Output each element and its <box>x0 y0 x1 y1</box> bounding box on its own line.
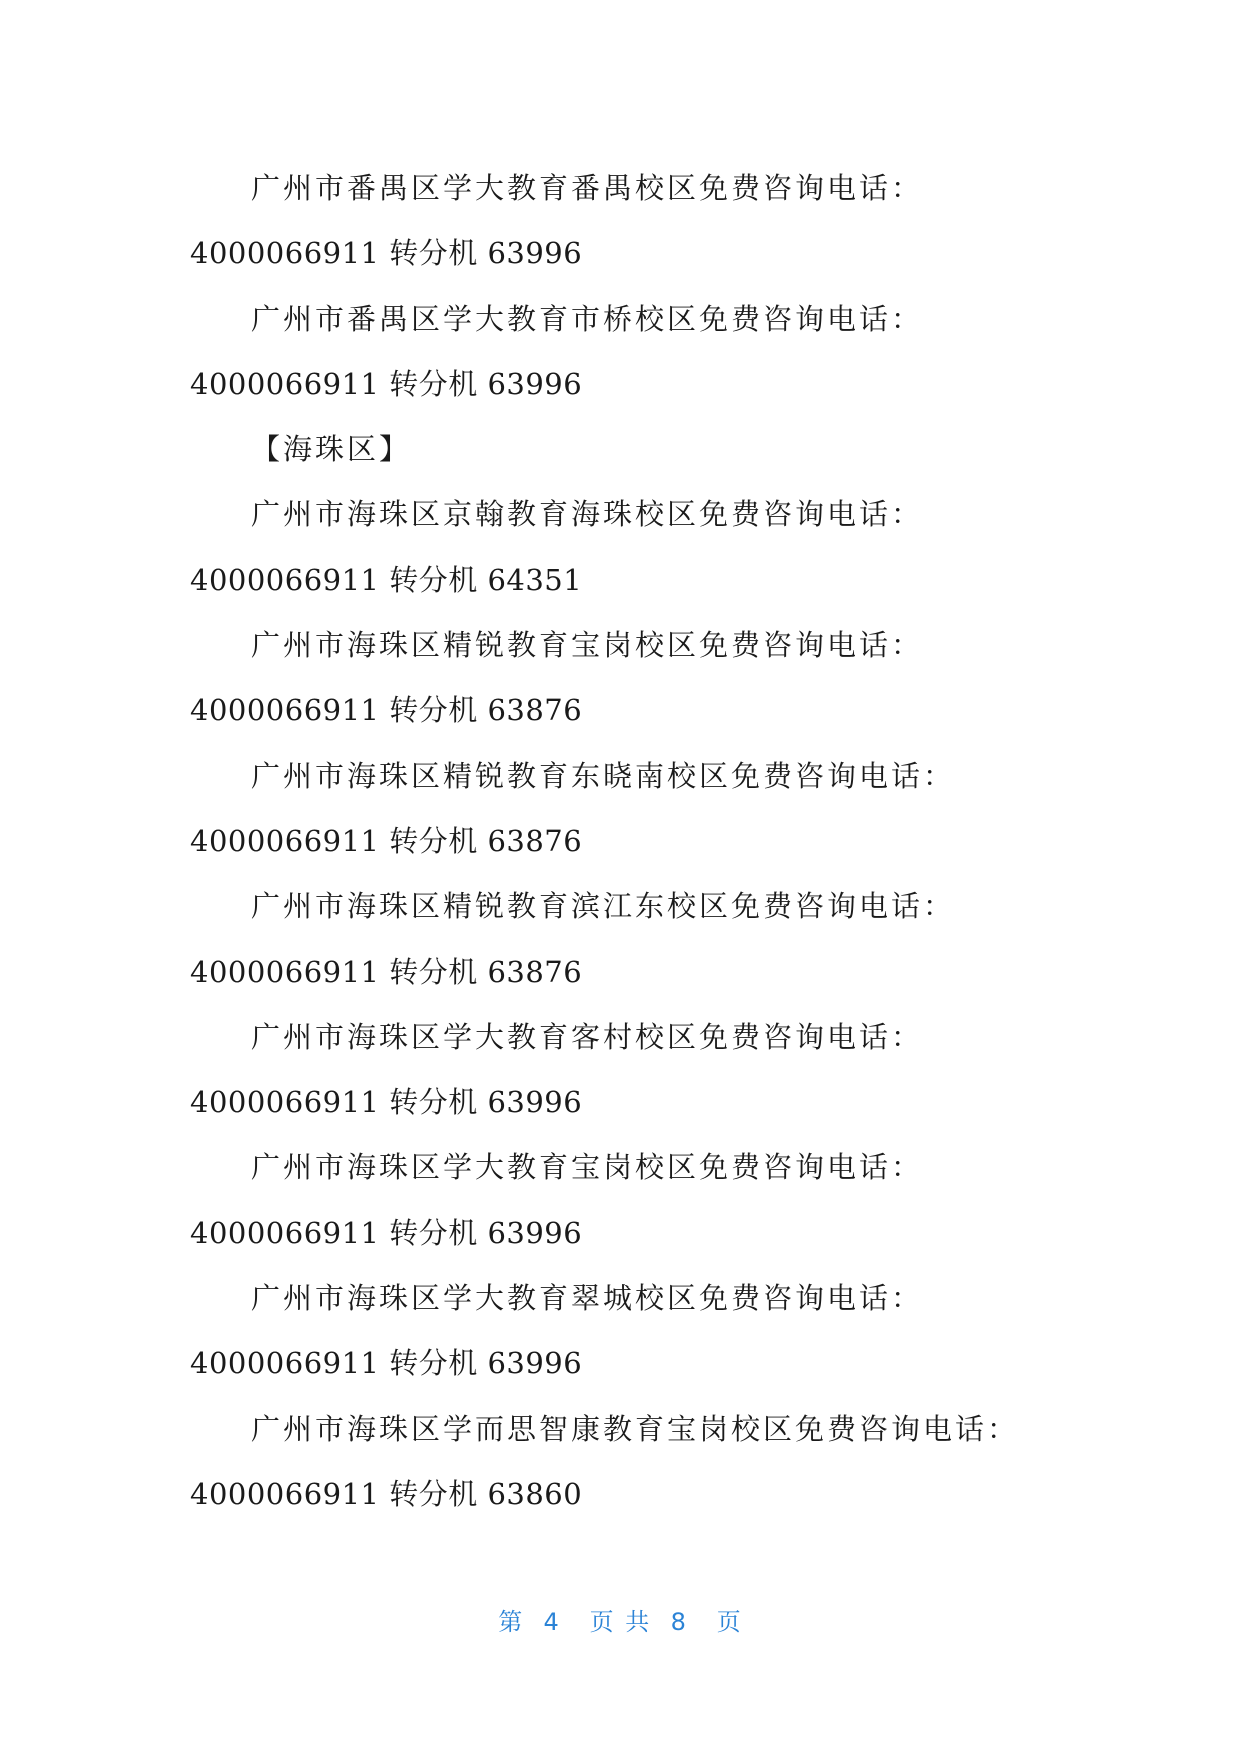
entry-phone: 4000066911 转分机 63860 <box>190 1476 583 1511</box>
entry-phone: 4000066911 转分机 63996 <box>190 236 583 271</box>
entry-phone: 4000066911 转分机 64351 <box>190 562 583 597</box>
entry-phone: 4000066911 转分机 63996 <box>190 1085 583 1120</box>
entry-phone: 4000066911 转分机 63996 <box>190 366 583 401</box>
entry-phone: 4000066911 转分机 63876 <box>190 954 583 989</box>
entry-label: 广州市番禺区学大教育番禺校区免费咨询电话： <box>251 171 924 205</box>
entry-label: 广州市海珠区学大教育客村校区免费咨询电话： <box>251 1019 924 1054</box>
entry-label: 广州市海珠区京翰教育海珠校区免费咨询电话： <box>251 497 924 532</box>
entry-label: 广州市海珠区学大教育翠城校区免费咨询电话： <box>251 1281 924 1316</box>
entry-phone: 4000066911 转分机 63876 <box>190 693 583 728</box>
entry-label: 广州市海珠区学大教育宝岗校区免费咨询电话： <box>251 1150 924 1185</box>
entry-label: 广州市海珠区学而思智康教育宝岗校区免费咨询电话： <box>251 1411 1020 1446</box>
entry-phone: 4000066911 转分机 63996 <box>190 1215 583 1250</box>
entry-label: 广州市海珠区精锐教育滨江东校区免费咨询电话： <box>251 889 956 924</box>
page-number-footer: 第 4 页 共 8 页 <box>498 1608 743 1636</box>
entry-label: 广州市海珠区精锐教育宝岗校区免费咨询电话： <box>251 628 924 663</box>
entry-label: 广州市番禺区学大教育市桥校区免费咨询电话： <box>251 301 924 336</box>
entry-label: 广州市海珠区精锐教育东晓南校区免费咨询电话： <box>251 758 956 793</box>
document-body <box>190 156 1070 1527</box>
section-heading: 【海珠区】 <box>251 432 412 467</box>
entry-phone: 4000066911 转分机 63876 <box>190 823 583 858</box>
entry-phone: 4000066911 转分机 63996 <box>190 1346 583 1381</box>
